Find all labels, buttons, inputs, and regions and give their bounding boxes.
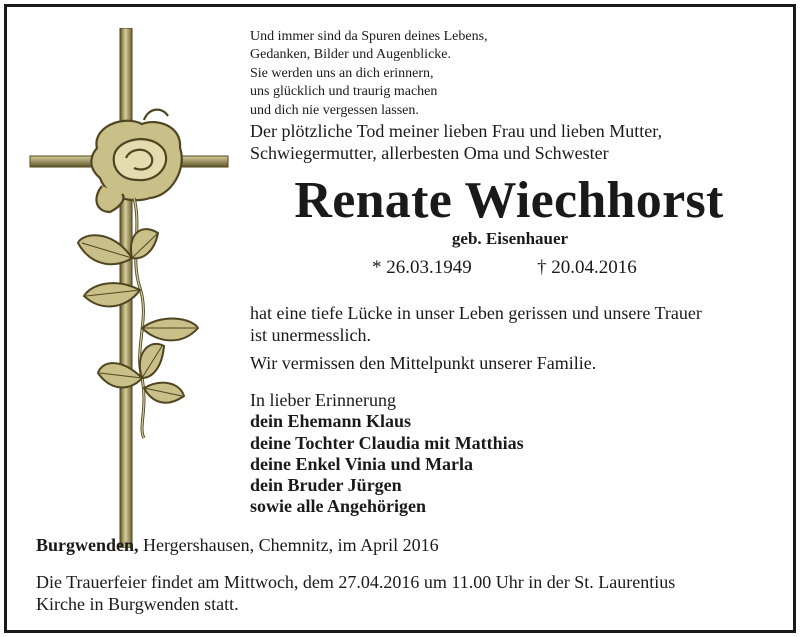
poem-line: Und immer sind da Spuren deines Lebens, — [250, 29, 488, 44]
intro-text — [250, 120, 770, 164]
family-member: dein Ehemann Klaus — [250, 411, 412, 432]
family-member: sowie alle Angehörigen — [250, 496, 426, 517]
paragraph-line: ist unermesslich. — [250, 325, 371, 345]
family-member: deine Tochter Claudia mit Matthias — [250, 432, 524, 453]
birth-date: * 26.03.1949 — [372, 257, 472, 278]
paragraph-line: Wir vermissen den Mittelpunkt unserer Familie. — [250, 353, 597, 373]
funeral-line: Die Trauerfeier findet am Mittwoch, dem 27.04.2016 um 11.00 Uhr in der St. Laurentius — [36, 572, 676, 592]
poem — [250, 28, 488, 120]
maiden-name: geb. Eisenhauer — [451, 229, 569, 248]
family-center-paragraph — [250, 352, 770, 374]
place-and-date — [36, 534, 439, 556]
poem-line: und dich nie vergessen lassen. — [250, 102, 419, 118]
paragraph-line: hat eine tiefe Lücke in unser Leben gerissen und unsere Trauer — [250, 303, 702, 323]
family-member: dein Bruder Jürgen — [250, 475, 402, 496]
poem-line: Gedanken, Bilder und Augenblicke. — [250, 47, 452, 63]
intro-line: Der plötzliche Tod meiner lieben Frau und lieben Mutter, — [250, 121, 663, 141]
poem-line: Sie werden uns an dich erinnern, — [250, 65, 434, 81]
deceased-name: Renate Wiechhorst — [294, 172, 724, 229]
funeral-line: Kirche in Burgwenden statt. — [36, 594, 239, 614]
family-intro: In lieber Erinnerung — [250, 390, 396, 410]
family-list — [250, 390, 524, 518]
funeral-notice — [36, 571, 675, 615]
intro-line: Schwiegermutter, allerbesten Oma und Schwester — [250, 143, 609, 163]
poem-line: uns glücklich und traurig machen — [250, 84, 438, 100]
place-rest: Hergershausen, Chemnitz, im April 2016 — [138, 535, 439, 555]
cross-with-rose-icon — [22, 28, 232, 548]
family-member: deine Enkel Vinia und Marla — [250, 453, 474, 474]
death-date: † 20.04.2016 — [537, 257, 637, 278]
mourning-paragraph — [250, 302, 770, 346]
place-town: Burgwenden, — [36, 535, 139, 555]
